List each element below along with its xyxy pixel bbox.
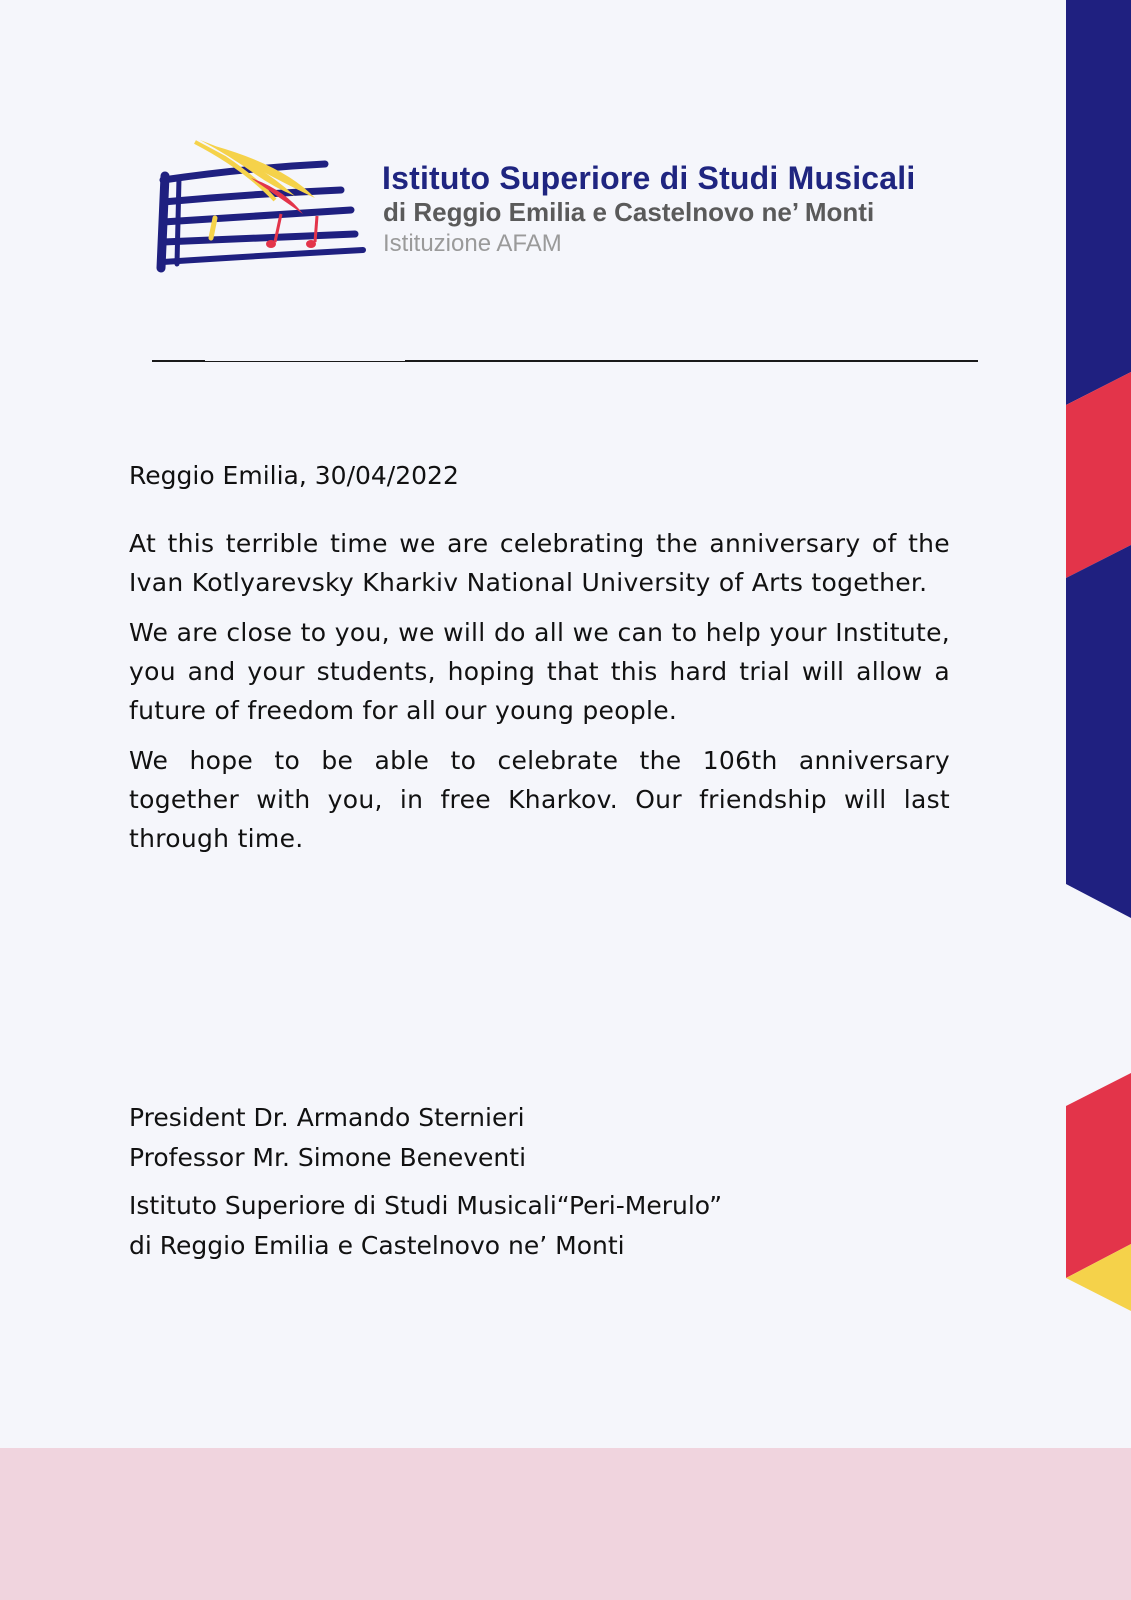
header-divider-thick bbox=[405, 360, 978, 362]
navy-band-middle bbox=[1066, 545, 1131, 918]
institution-title: Istituto Superiore di Studi Musicali bbox=[382, 160, 916, 196]
decorative-side-stripe bbox=[1066, 0, 1131, 1320]
header-divider-left bbox=[152, 360, 205, 362]
institution-subtitle: di Reggio Emilia e Castelnovo ne’ Monti bbox=[383, 197, 875, 227]
letter-paragraph: We are close to you, we will do all we can to help your Institute, you and your students, hoping that this hard trial will allow a future of freedom for all our young people. bbox=[129, 618, 950, 725]
institute-logo-icon bbox=[155, 138, 370, 278]
signatories bbox=[129, 1098, 949, 1178]
letter-body bbox=[129, 524, 950, 869]
red-band-top bbox=[1066, 372, 1131, 578]
affiliation-location: di Reggio Emilia e Castelnovo ne’ Monti bbox=[129, 1231, 625, 1260]
red-band-bottom bbox=[1066, 1073, 1131, 1278]
footer-band bbox=[0, 1448, 1131, 1600]
letter-date: Reggio Emilia, 30/04/2022 bbox=[129, 461, 459, 490]
institution-type: Istituzione AFAM bbox=[383, 230, 562, 257]
yellow-brush-strokes bbox=[195, 140, 315, 238]
navy-band-top bbox=[1066, 0, 1131, 405]
letter-paragraph: We hope to be able to celebrate the 106th anniversary together with you, in free Kharkov. Our friendship will last through time. bbox=[129, 746, 950, 853]
staff-lines bbox=[161, 164, 363, 268]
signatory-professor: Professor Mr. Simone Beneventi bbox=[129, 1143, 527, 1172]
signatory-president: President Dr. Armando Sternieri bbox=[129, 1103, 525, 1132]
affiliation bbox=[129, 1186, 949, 1266]
affiliation-institute: Istituto Superiore di Studi Musicali“Peri-Merulo” bbox=[129, 1191, 723, 1220]
letter-paragraph: At this terrible time we are celebrating the anniversary of the Ivan Kotlyarevsky Kharkiv National University of Arts together. bbox=[129, 529, 950, 597]
